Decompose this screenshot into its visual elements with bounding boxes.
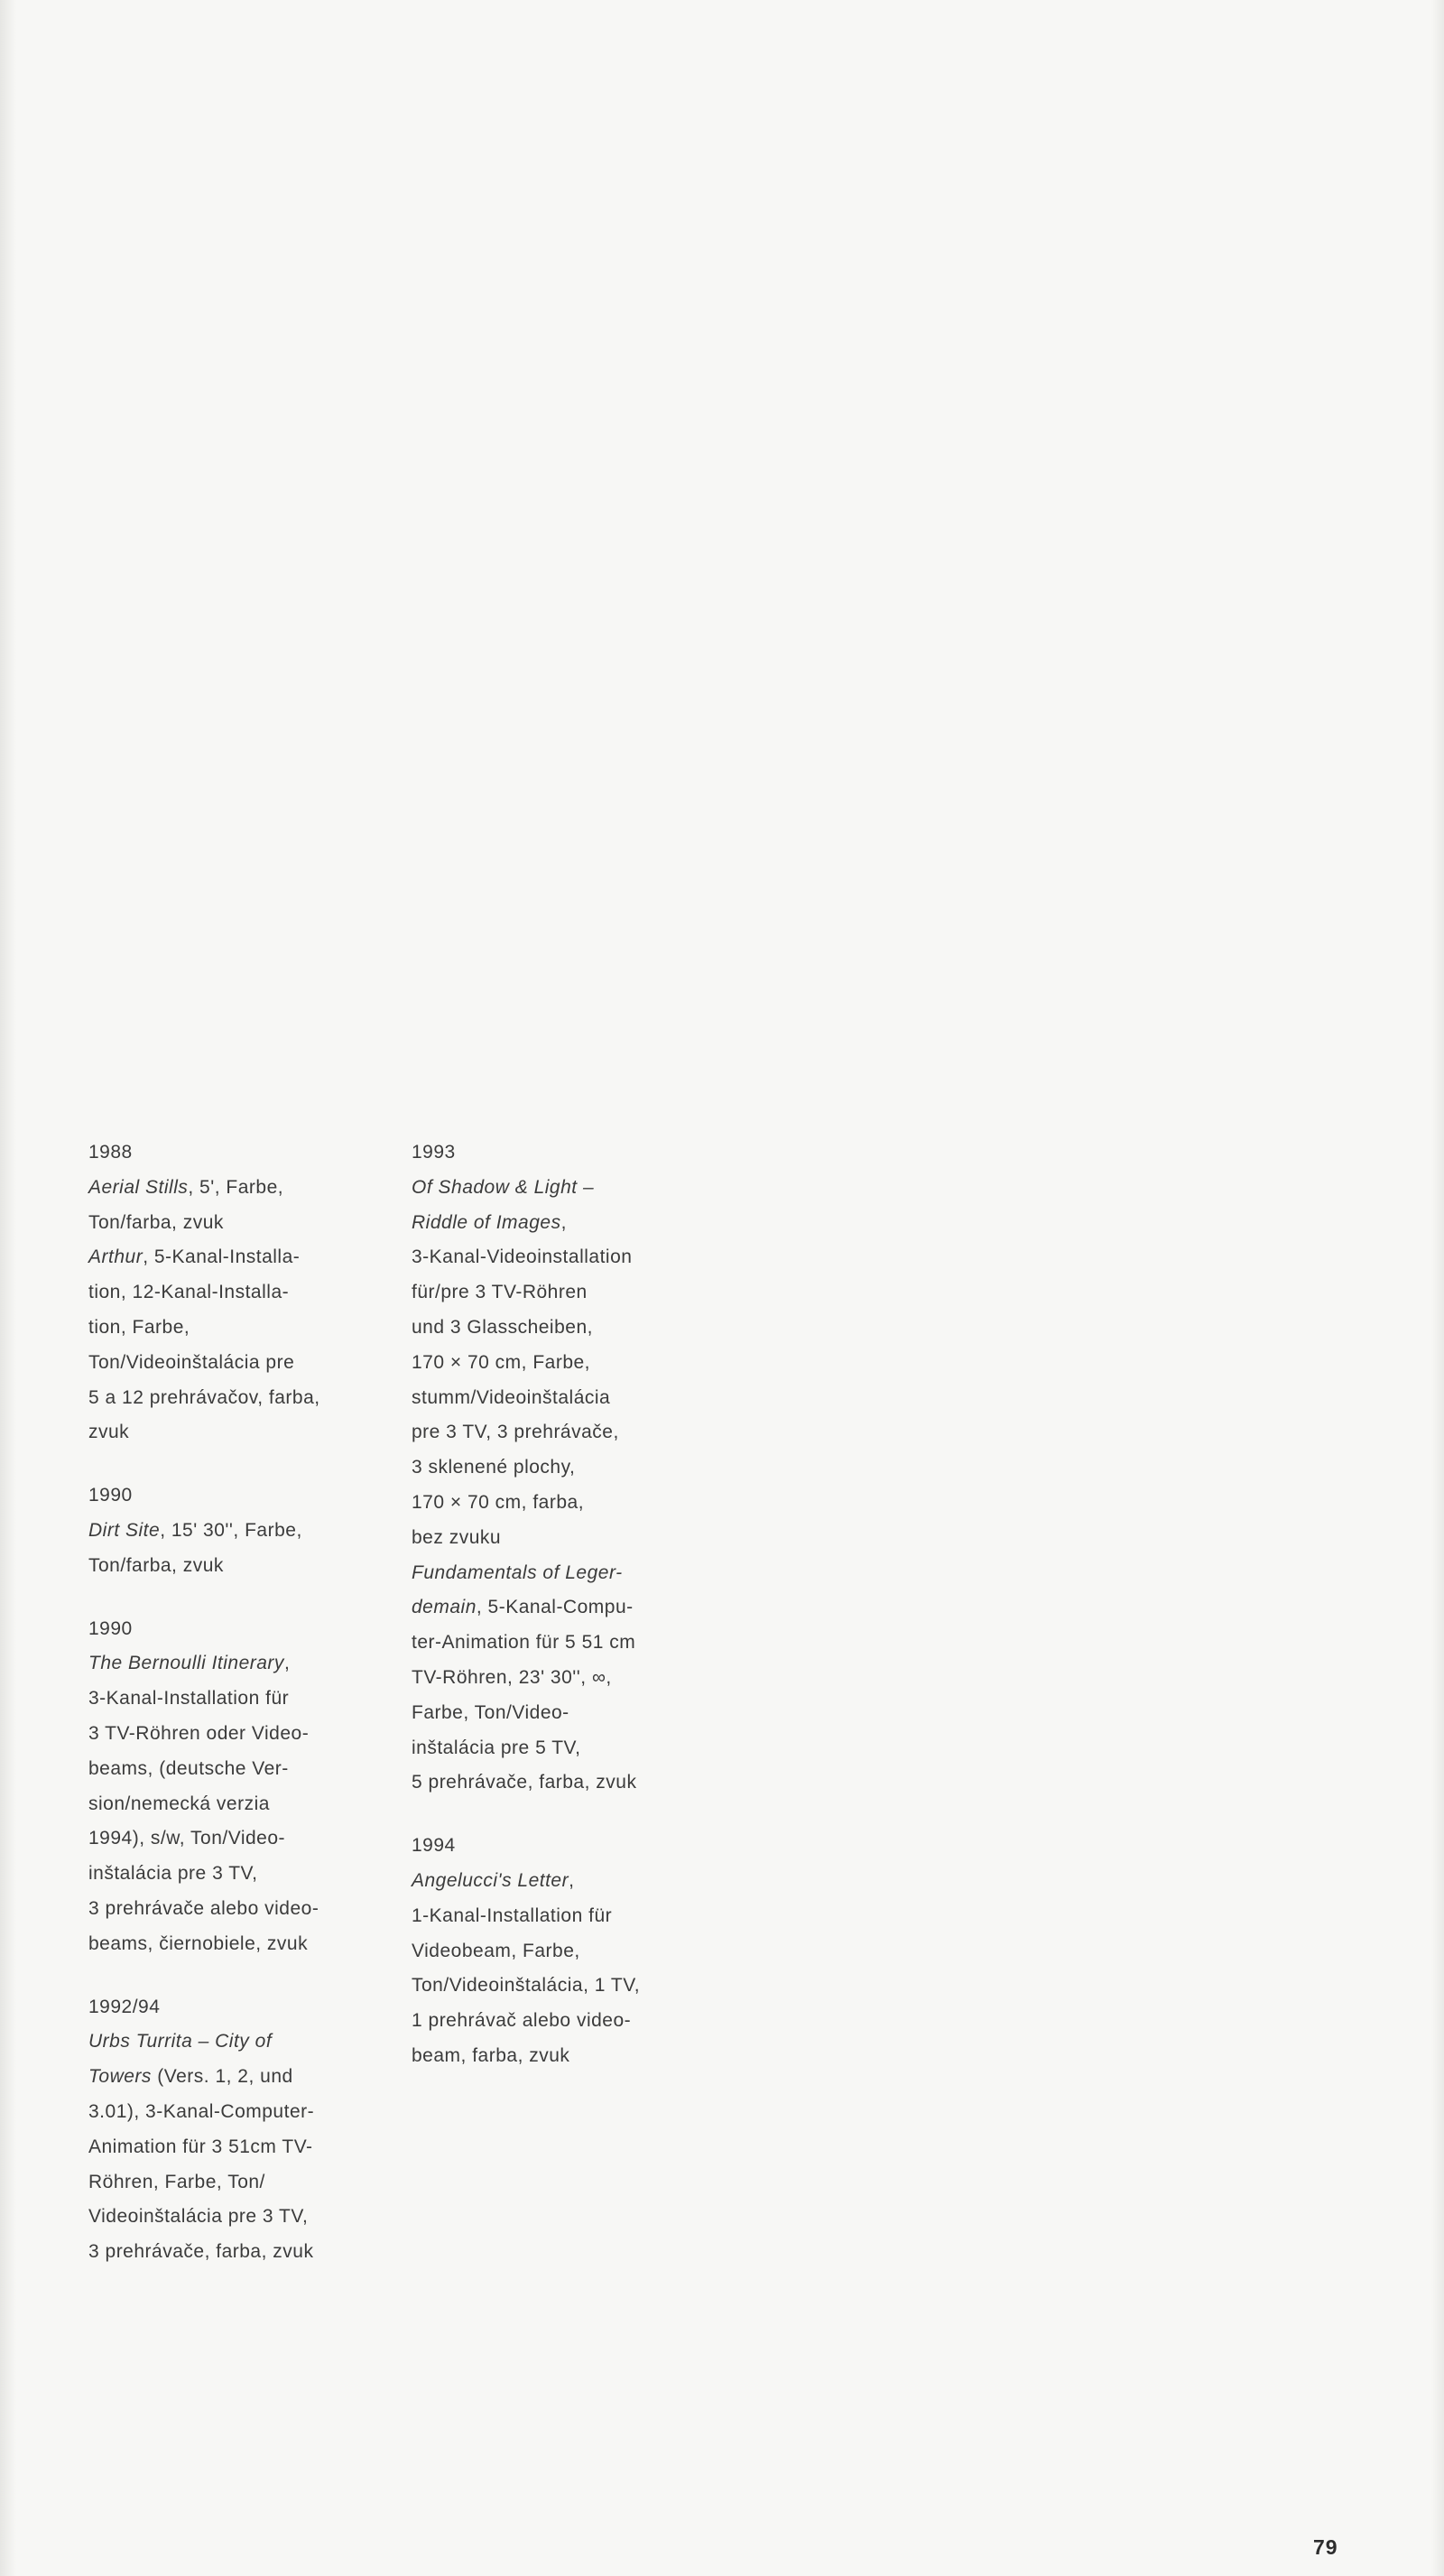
entry-text-line bbox=[412, 1590, 709, 1626]
entry-text-line bbox=[412, 1415, 709, 1450]
work-details: , 5', Farbe, bbox=[188, 1176, 284, 1198]
page-edge-shadow-right bbox=[1431, 0, 1444, 2576]
work-title: Fundamentals of Leger- bbox=[412, 1561, 623, 1583]
entry-text-line bbox=[88, 1275, 386, 1311]
work-details: 5 a 12 prehrávačov, farba, bbox=[88, 1386, 320, 1408]
page-number: 79 bbox=[1313, 2535, 1338, 2559]
work-title: Riddle of Images bbox=[412, 1211, 561, 1233]
entry-text-line bbox=[88, 1549, 386, 1584]
work-details: Röhren, Farbe, Ton/ bbox=[88, 2171, 265, 2192]
work-details: pre 3 TV, 3 prehrávače, bbox=[412, 1422, 619, 1443]
work-entry bbox=[88, 1612, 386, 1962]
work-title: Of Shadow & Light – bbox=[412, 1176, 595, 1198]
entry-text-line bbox=[412, 1275, 709, 1311]
work-details: zvuk bbox=[88, 1422, 130, 1443]
work-details: , bbox=[283, 1653, 291, 1674]
entry-text-line bbox=[412, 1969, 709, 2004]
work-details: 3.01), 3-Kanal-Computer- bbox=[88, 2100, 315, 2122]
work-title: Aerial Stills bbox=[88, 1176, 189, 1198]
entry-text-line bbox=[88, 2165, 386, 2201]
work-entry bbox=[88, 1478, 386, 1583]
entry-text-line bbox=[412, 1626, 709, 1661]
entry-year: 1990 bbox=[88, 1485, 133, 1506]
entry-text-line bbox=[88, 1927, 386, 1962]
entry-text-line bbox=[88, 1682, 386, 1717]
entry-text-line bbox=[88, 1346, 386, 1381]
work-entry bbox=[412, 1829, 709, 2074]
entry-text-line bbox=[412, 1486, 709, 1521]
work-entry bbox=[412, 1135, 709, 1801]
work-details: 5 prehrávače, farba, zvuk bbox=[412, 1772, 637, 1793]
work-details: beam, farba, zvuk bbox=[412, 2044, 570, 2066]
work-title: Urbs Turrita – City of bbox=[88, 2031, 273, 2052]
work-details: Ton/farba, zvuk bbox=[88, 1554, 224, 1576]
work-details: (Vers. 1, 2, und bbox=[151, 2066, 293, 2088]
work-details: 3 sklenené plochy, bbox=[412, 1457, 576, 1478]
entry-text-line bbox=[412, 1696, 709, 1731]
work-details: TV-Röhren, 23' 30'', ∞, bbox=[412, 1666, 612, 1688]
work-details: 3 TV-Röhren oder Video- bbox=[88, 1722, 310, 1744]
entry-text-line bbox=[412, 1521, 709, 1556]
entry-text-line bbox=[412, 1381, 709, 1416]
entry-text-line bbox=[88, 1206, 386, 1241]
entry-text-line bbox=[88, 2060, 386, 2095]
entry-text-line bbox=[412, 1240, 709, 1275]
entry-text-line bbox=[88, 2095, 386, 2130]
work-details: , 5-Kanal-Compu- bbox=[476, 1597, 634, 1618]
work-title: Arthur bbox=[88, 1246, 143, 1268]
work-details: für/pre 3 TV-Röhren bbox=[412, 1282, 588, 1303]
entry-text-line bbox=[88, 1240, 386, 1275]
entry-text-line bbox=[88, 1381, 386, 1416]
entry-text-line bbox=[412, 1899, 709, 1934]
work-details: , bbox=[569, 1869, 575, 1891]
entry-text-line bbox=[412, 1311, 709, 1346]
work-details: beams, čiernobiele, zvuk bbox=[88, 1932, 309, 1954]
entry-text-line bbox=[412, 1171, 709, 1206]
entry-text-line bbox=[412, 1346, 709, 1381]
entry-text-line bbox=[88, 2130, 386, 2165]
work-details: Animation für 3 51cm TV- bbox=[88, 2136, 313, 2157]
work-entry bbox=[88, 1135, 386, 1450]
work-details: 170 × 70 cm, Farbe, bbox=[412, 1351, 591, 1373]
entry-text-line bbox=[88, 1787, 386, 1822]
entry-text-line bbox=[412, 2039, 709, 2074]
entry-text-line bbox=[88, 2025, 386, 2060]
work-details: Videobeam, Farbe, bbox=[412, 1940, 580, 1961]
entry-text-line bbox=[412, 1731, 709, 1766]
entry-text-line bbox=[412, 1934, 709, 1969]
work-details: 1994), s/w, Ton/Video- bbox=[88, 1828, 286, 1849]
entry-text-line bbox=[88, 2200, 386, 2235]
entry-text-line bbox=[88, 2235, 386, 2270]
work-details: 3 prehrávače, farba, zvuk bbox=[88, 2241, 314, 2263]
work-title: Towers bbox=[88, 2066, 152, 2088]
work-details: inštalácia pre 3 TV, bbox=[88, 1863, 258, 1885]
entry-text-line bbox=[412, 1450, 709, 1486]
work-details: inštalácia pre 5 TV, bbox=[412, 1737, 581, 1758]
work-details: bez zvuku bbox=[412, 1526, 502, 1548]
entry-text-line bbox=[412, 1661, 709, 1696]
work-entry bbox=[88, 1990, 386, 2270]
entry-text-line bbox=[88, 1415, 386, 1450]
work-details: Farbe, Ton/Video- bbox=[412, 1701, 569, 1723]
entry-text-line bbox=[88, 1752, 386, 1787]
work-details: 3-Kanal-Installation für bbox=[88, 1688, 290, 1710]
work-details: , bbox=[560, 1211, 567, 1233]
entry-text-line bbox=[412, 1765, 709, 1801]
entry-text-line bbox=[88, 1171, 386, 1206]
entry-text-line bbox=[88, 1717, 386, 1752]
works-list-left-column bbox=[88, 1135, 386, 2298]
entry-year: 1988 bbox=[88, 1142, 133, 1163]
entry-text-line bbox=[412, 1206, 709, 1241]
entry-text-line bbox=[412, 1864, 709, 1899]
entry-year: 1990 bbox=[88, 1617, 133, 1639]
work-details: stumm/Videoinštalácia bbox=[412, 1386, 611, 1408]
work-details: tion, Farbe, bbox=[88, 1316, 190, 1338]
work-details: Ton/Videoinštalácia, 1 TV, bbox=[412, 1975, 641, 1997]
works-list-right-column bbox=[412, 1135, 709, 2102]
work-details: beams, (deutsche Ver- bbox=[88, 1757, 289, 1779]
work-details: 1-Kanal-Installation für bbox=[412, 1904, 613, 1926]
work-details: 3 prehrávače alebo video- bbox=[88, 1897, 319, 1919]
work-details: und 3 Glasscheiben, bbox=[412, 1316, 593, 1338]
work-details: , 5-Kanal-Installa- bbox=[143, 1246, 301, 1268]
entry-text-line bbox=[88, 1514, 386, 1549]
entry-text-line bbox=[412, 2004, 709, 2039]
work-details: sion/nemecká verzia bbox=[88, 1793, 270, 1814]
entry-text-line bbox=[88, 1821, 386, 1857]
work-details: Ton/farba, zvuk bbox=[88, 1211, 224, 1233]
work-details: , 15' 30'', Farbe, bbox=[160, 1519, 302, 1541]
page-edge-shadow-left bbox=[0, 0, 16, 2576]
work-details: Ton/Videoinštalácia pre bbox=[88, 1351, 295, 1373]
work-details: tion, 12-Kanal-Installa- bbox=[88, 1282, 290, 1303]
work-title: demain bbox=[412, 1597, 477, 1618]
entry-year: 1992/94 bbox=[88, 1996, 161, 2017]
work-details: 1 prehrávač alebo video- bbox=[412, 2010, 632, 2032]
work-title: Angelucci's Letter bbox=[412, 1869, 569, 1891]
entry-text-line bbox=[88, 1857, 386, 1892]
entry-text-line bbox=[88, 1646, 386, 1682]
work-title: Dirt Site bbox=[88, 1519, 161, 1541]
entry-text-line bbox=[88, 1892, 386, 1927]
entry-year: 1993 bbox=[412, 1142, 456, 1163]
entry-year: 1994 bbox=[412, 1835, 456, 1857]
work-title: The Bernoulli Itinerary bbox=[88, 1653, 284, 1674]
work-details: ter-Animation für 5 51 cm bbox=[412, 1632, 636, 1654]
work-details: 3-Kanal-Videoinstallation bbox=[412, 1246, 633, 1268]
work-details: 170 × 70 cm, farba, bbox=[412, 1491, 585, 1513]
entry-text-line bbox=[88, 1311, 386, 1346]
entry-text-line bbox=[412, 1556, 709, 1591]
work-details: Videoinštalácia pre 3 TV, bbox=[88, 2206, 309, 2228]
